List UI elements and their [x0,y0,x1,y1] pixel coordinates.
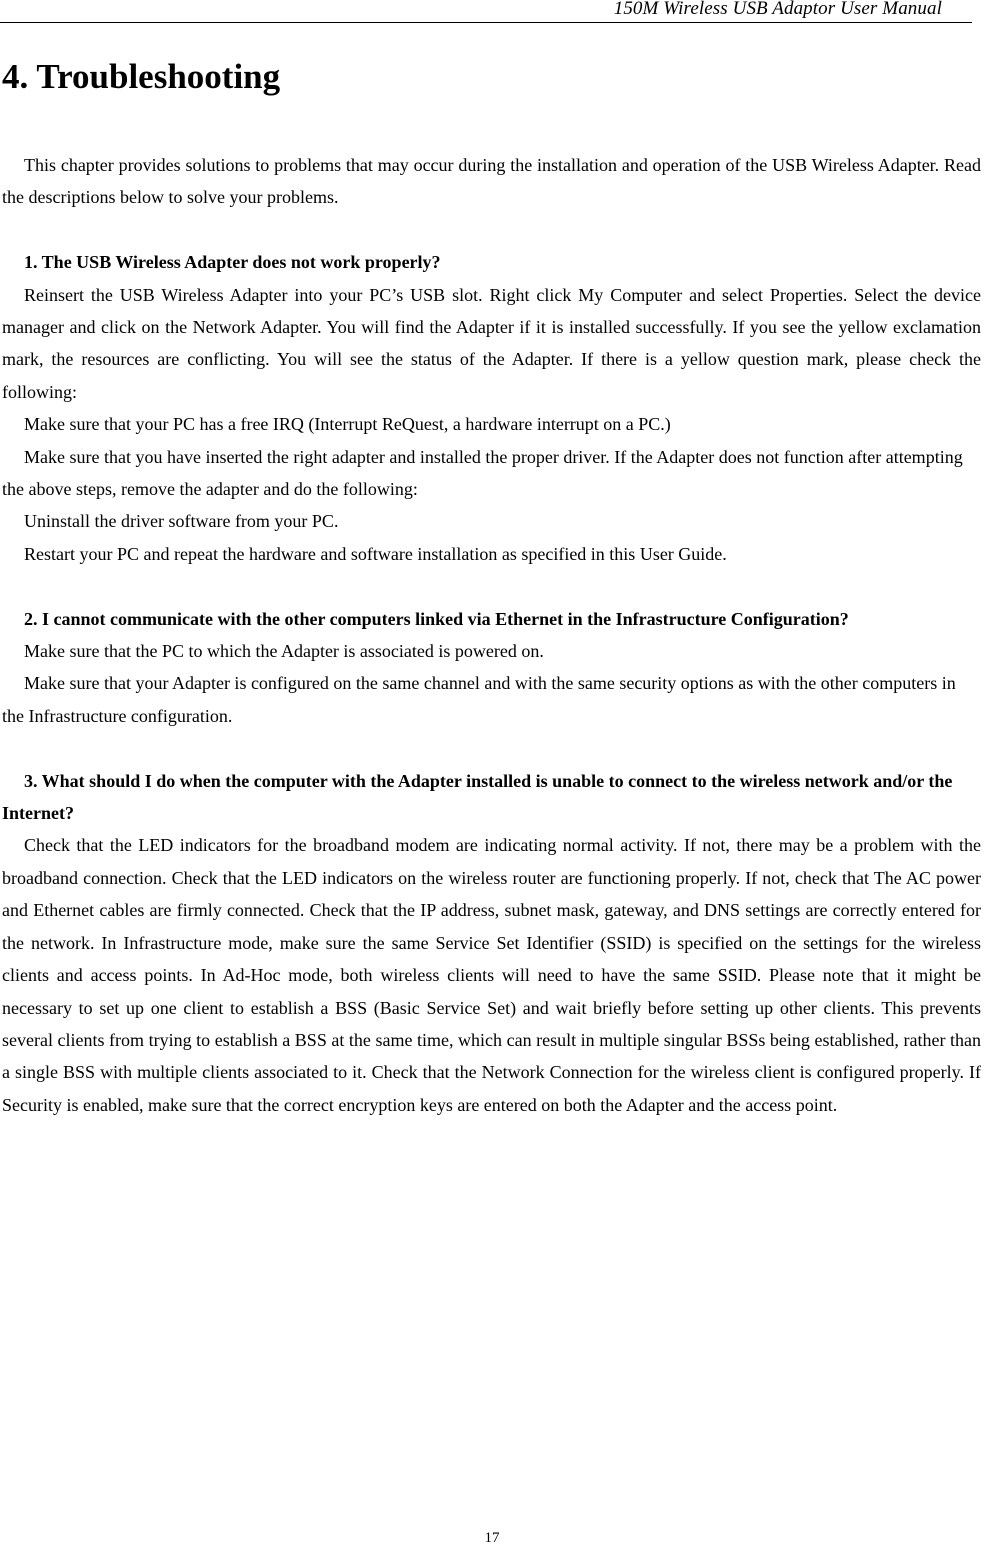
intro-paragraph: This chapter provides solutions to problems that may occur during the installation and operation of the USB Wireless Adapter. Read the descriptions below to solve your problems. [2,155,981,208]
spacer [2,570,981,602]
answer-paragraph: Make sure that you have inserted the right adapter and installed the proper driver. If the Adapter does not function after attempting the above steps, remove the adapter and do the following: [2,446,963,500]
chapter-body [2,149,981,1121]
spacer [2,214,981,246]
page-header [0,0,972,23]
answer-paragraph: Uninstall the driver software from your PC. [24,511,339,532]
answer-paragraph: Restart your PC and repeat the hardware and software installation as specified in this User Guide. [24,543,727,564]
page-number: 17 [484,1530,500,1546]
question-1-heading: 1. The USB Wireless Adapter does not work properly? [24,252,441,273]
answer-paragraph: Reinsert the USB Wireless Adapter into your PC’s USB slot. Right click My Computer and select Properties. Select the device manager and click on the Network Adapter. You will find the Adapter if it is installed successfully. If you see the yellow exclamation mark, the resources are conflicting. You will see the status of the Adapter. If there is a yellow question mark, please check the following: [2,284,981,402]
manual-title: 150M Wireless USB Adaptor User Manual [613,0,942,19]
question-3-heading: 3. What should I do when the computer with the Adapter installed is unable to connect to the wireless network and/or the Internet? [2,770,953,824]
answer-paragraph: Check that the LED indicators for the broadband modem are indicating normal activity. If not, there may be a problem with the broadband connection. Check that the LED indicators on the wireless router are functioning properly. If not, check that The AC power and Ethernet cables are firmly connected. Check that the IP address, subnet mask, gateway, and DNS settings are correctly entered for the network. In Infrastructure mode, make sure the same Service Set Identifier (SSID) is specified on the settings for the wireless clients and access points. In Ad-Hoc mode, both wireless clients will need to have the same SSID. Please note that it might be necessary to set up one client to establish a BSS (Basic Service Set) and wait briefly before setting up other clients. This prevents several clients from trying to establish a BSS at the same time, which can result in multiple singular BSSs being established, rather than a single BSS with multiple clients associated to it. Check that the Network Connection for the wireless client is configured properly. If Security is enabled, make sure that the correct encryption keys are entered on both the Adapter and the access point. [2,835,981,1115]
answer-paragraph: Make sure that your Adapter is configured on the same channel and with the same security options as with the other computers in the Infrastructure configuration. [2,673,956,726]
answer-paragraph: Make sure that your PC has a free IRQ (Interrupt ReQuest, a hardware interrupt on a PC.) [24,414,671,435]
chapter-heading: 4. Troubleshooting [2,57,281,96]
spacer [2,732,981,764]
question-2-heading: 2. I cannot communicate with the other computers linked via Ethernet in the Infrastructure Configuration? [24,608,849,629]
answer-paragraph: Make sure that the PC to which the Adapter is associated is powered on. [24,641,544,662]
